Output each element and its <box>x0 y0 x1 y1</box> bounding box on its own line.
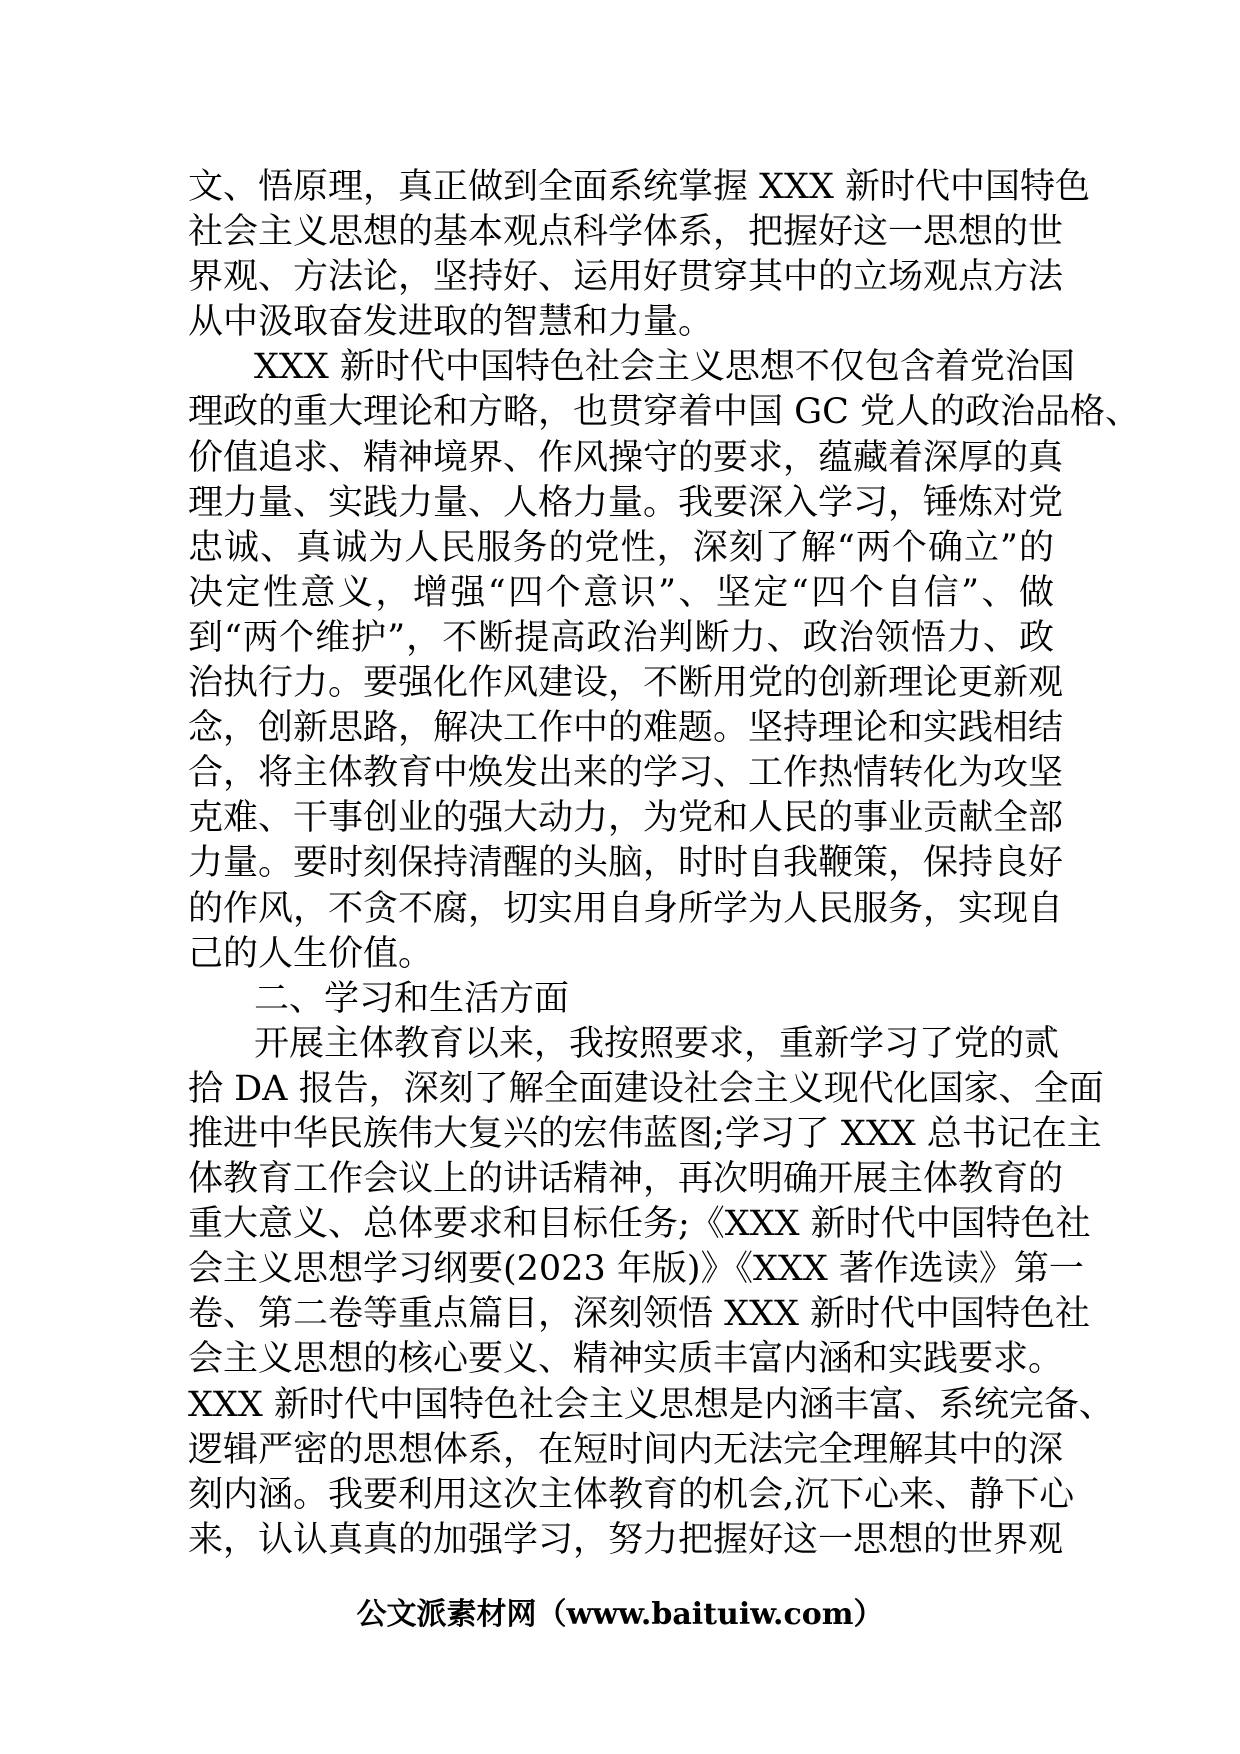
text-line: 体教育工作会议上的讲话精神，再次明确开展主体教育的 <box>188 1159 1064 1200</box>
text-line: 刻内涵。我要利用这次主体教育的机会,沉下心来、静下心 <box>188 1474 1075 1515</box>
text-line: 己的人生价值。 <box>188 933 434 974</box>
footer-watermark: 公文派素材网（www.baituiw.com） <box>356 1597 884 1632</box>
text-line: 念，创新思路，解决工作中的难题。坚持理论和实践相结 <box>188 708 1064 749</box>
document-body <box>188 165 1140 1563</box>
text-line: 治执行力。要强化作风建设，不断用党的创新理论更新观 <box>188 663 1064 704</box>
text-line: 力量。要时刻保持清醒的头脑，时时自我鞭策，保持良好 <box>188 843 1064 884</box>
text-line: 卷、第二卷等重点篇目，深刻领悟 XXX 新时代中国特色社 <box>188 1294 1091 1335</box>
text-line: 界观、方法论，坚持好、运用好贯穿其中的立场观点方法 <box>188 257 1064 298</box>
text-line: 拾 DA 报告，深刻了解全面建设社会主义现代化国家、全面 <box>188 1068 1104 1109</box>
text-line: 合，将主体教育中焕发出来的学习、工作热情转化为攻坚 <box>188 753 1064 794</box>
text-line: 克难、干事创业的强大动力，为党和人民的事业贡献全部 <box>188 798 1064 839</box>
text-line: 来，认认真真的加强学习，努力把握好这一思想的世界观 <box>188 1519 1064 1560</box>
paragraph-first-line: XXX 新时代中国特色社会主义思想不仅包含着党治国 <box>254 347 1075 388</box>
text-line: 会主义思想的核心要义、精神实质丰富内涵和实践要求。 <box>188 1339 1064 1380</box>
text-line: 社会主义思想的基本观点科学体系，把握好这一思想的世 <box>188 212 1064 253</box>
paragraph-first-line: 开展主体教育以来，我按照要求，重新学习了党的贰 <box>254 1023 1060 1064</box>
text-line: 的作风，不贪不腐，切实用自身所学为人民服务，实现自 <box>188 888 1064 929</box>
section-heading: 二、学习和生活方面 <box>254 978 570 1019</box>
text-line: 逻辑严密的思想体系，在短时间内无法完全理解其中的深 <box>188 1429 1064 1470</box>
text-line: 从中汲取奋发进取的智慧和力量。 <box>188 302 714 343</box>
text-line: 决定性意义，增强“四个意识”、坚定“四个自信”、做 <box>188 572 1054 613</box>
text-line: XXX 新时代中国特色社会主义思想是内涵丰富、系统完备、 <box>188 1384 1114 1425</box>
text-line: 理政的重大理论和方略，也贯穿着中国 GC 党人的政治品格、 <box>188 392 1140 433</box>
text-line: 会主义思想学习纲要(2023 年版)》《XXX 著作选读》第一 <box>188 1249 1084 1290</box>
text-line: 忠诚、真诚为人民服务的党性，深刻了解“两个确立”的 <box>188 527 1054 568</box>
text-line: 价值追求、精神境界、作风操守的要求，蕴藏着深厚的真 <box>188 437 1064 478</box>
text-line: 文、悟原理，真正做到全面系统掌握 XXX 新时代中国特色 <box>188 167 1091 207</box>
text-line: 到“两个维护”，不断提高政治判断力、政治领悟力、政 <box>188 617 1054 658</box>
text-line: 推进中华民族伟大复兴的宏伟蓝图;学习了 XXX 总书记在主 <box>188 1113 1102 1154</box>
text-line: 重大意义、总体要求和目标任务;《XXX 新时代中国特色社 <box>188 1204 1091 1245</box>
text-line: 理力量、实践力量、人格力量。我要深入学习，锤炼对党 <box>188 482 1064 523</box>
